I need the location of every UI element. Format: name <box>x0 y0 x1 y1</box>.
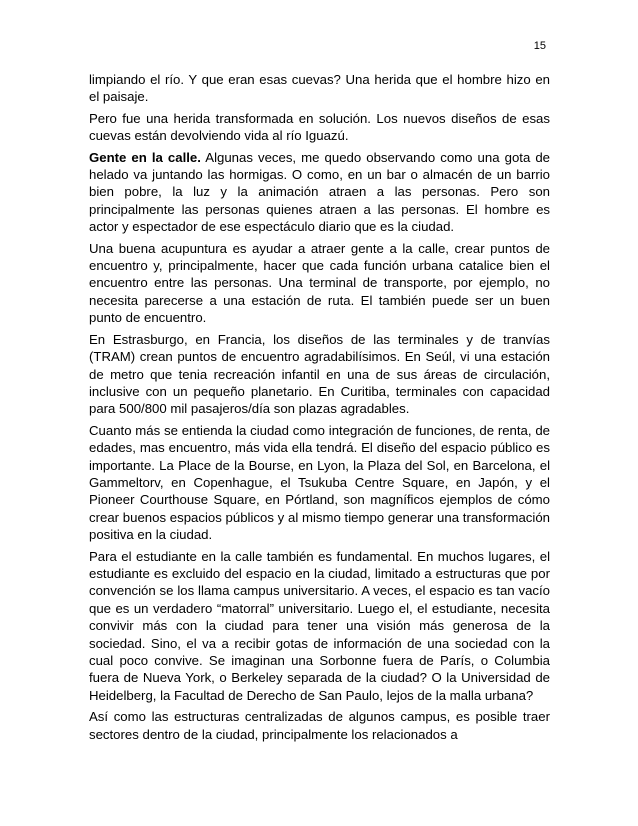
paragraph-text: Pero fue una herida transformada en solución. Los nuevos diseños de esas cuevas están devolviendo vida al río Iguazú. <box>89 110 550 144</box>
paragraph <box>89 240 550 327</box>
page-number: 15 <box>533 40 546 52</box>
paragraph <box>89 331 550 418</box>
paragraph <box>89 422 550 544</box>
paragraph-text: En Estrasburgo, en Francia, los diseños de las terminales y de tranvías (TRAM) crean puntos de encuentro agradabilísimos. En Seúl, vi una estación de metro que tenia recreación infantil en una de sus áreas de circulación, inclusive con un pequeño planetario. En Curitiba, terminales con capacidad para 500/800 mil pasajeros/día son plazas agradables. <box>89 331 550 417</box>
paragraph-text: Una buena acupuntura es ayudar a atraer gente a la calle, crear puntos de encuentro y, principalmente, hacer que cada función urbana catalice bien el encuentro entre las personas. Una terminal de transporte, por ejemplo, no necesita parecerse a una estación de ruta. El también puede ser un buen punto de encuentro. <box>89 240 550 326</box>
paragraph-text: Cuanto más se entienda la ciudad como integración de funciones, de renta, de edades, mas encuentro, más vida ella tendrá. El diseño del espacio público es importante. La Place de la Bourse, en Lyon, la Plaza del Sol, en Barcelona, el Gammeltorv, en Copenhague, el Tsukuba Centre Square, en Japón, y el Pioneer Courthouse Square, en Pórtland, son magníficos ejemplos de cómo crear buenos espacios públicos y al mismo tiempo generar una transformación positiva en la ciudad. <box>89 422 550 543</box>
paragraph <box>89 110 550 145</box>
paragraph <box>89 708 550 743</box>
paragraph-lead-heading: Gente en la calle. <box>89 149 201 165</box>
paragraph-text: Así como las estructuras centralizadas de algunos campus, es posible traer sectores dentro de la ciudad, principalmente los relacionados a <box>89 709 550 742</box>
paragraph-text: Algunas veces, me quedo observando como una gota de helado va juntando las hormigas. O como, en un bar o almacén de un barrio bien pobre, la luz y la animación atraen a las personas. Pero son principalmente las personas quienes atraen a las personas. El hombre es actor y espectador de ese espectáculo diario que es la ciudad. <box>89 149 551 235</box>
body-text <box>89 71 550 747</box>
paragraph <box>89 149 550 236</box>
paragraph-text: Para el estudiante en la calle también es fundamental. En muchos lugares, el estudiante es excluido del espacio en la ciudad, limitado a estructuras que por convención se los llama campus universitario. A veces, el espacio es tan vacío que es un verdadero “matorral” universitario. Luego el, el estudiante, necesita convivir más con la ciudad para tener una visión más generosa de la sociedad. Sino, el va a recibir gotas de información de una sociedad con la cual poco convive. Se imaginan una Sorbonne fuera de París, o Columbia fuera de Nueva York, o Berkeley separada de la ciudad? O la Universidad de Heidelberg, la Facultad de Derecho de San Paulo, lejos de la malla urbana? <box>89 548 550 703</box>
paragraph <box>89 71 550 106</box>
paragraph <box>89 548 550 705</box>
paragraph-text: limpiando el río. Y que eran esas cuevas? Una herida que el hombre hizo en el paisaje. <box>89 72 550 105</box>
